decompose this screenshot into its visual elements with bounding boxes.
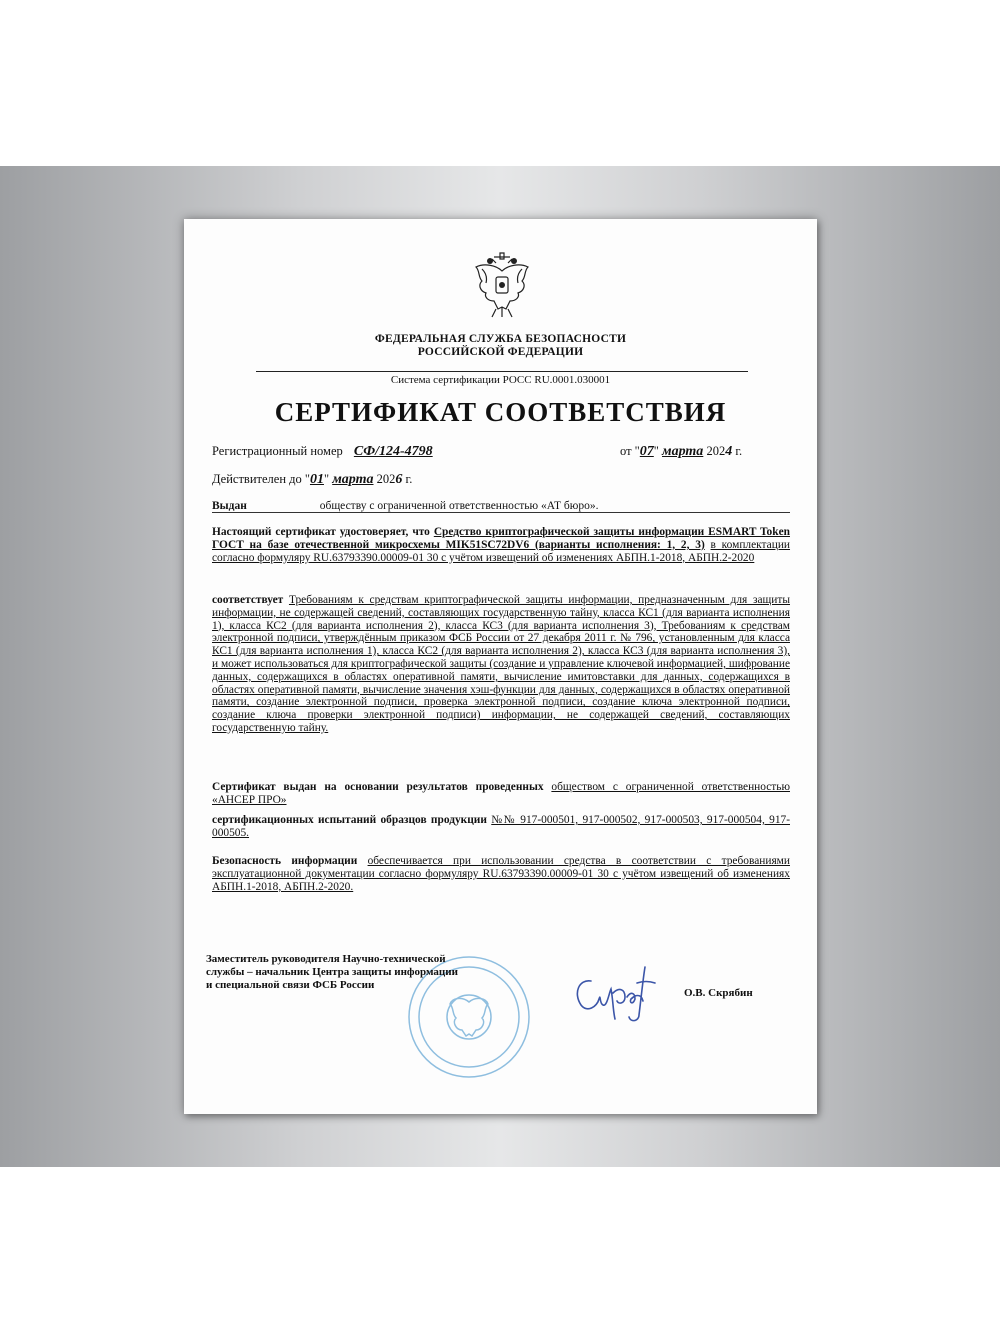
signatory-title-line-3: и специальной связи ФСБ России [206, 979, 375, 991]
certifies-paragraph [212, 526, 790, 564]
registration-line [212, 444, 433, 460]
security-label: Безопасность информации [212, 855, 358, 867]
signatory-name: О.В. Скрябин [684, 987, 753, 999]
security-paragraph [212, 855, 790, 893]
issued-line [212, 500, 790, 513]
registration-date [620, 444, 742, 460]
certificate-sheet [184, 219, 817, 1114]
registration-number: СФ/124-4798 [353, 444, 433, 459]
validity-year-digit: 6 [395, 472, 403, 487]
basis-paragraph [212, 781, 790, 807]
registration-year-suffix: г. [732, 444, 743, 458]
certifies-label: Настоящий сертификат удостоверяет, что [212, 526, 430, 538]
registration-from-label: от " [620, 444, 640, 458]
certifies-product: Средство криптографической защиты информации ESMART Token ГОСТ на базе отечественной микросхемы MIK51SC72DV6 (варианты исполнения: 1, 2, 3) [212, 526, 790, 551]
registration-year-digit: 4 [725, 444, 733, 459]
signatory-title [206, 953, 458, 992]
document-title: СЕРТИФИКАТ СООТВЕТСТВИЯ [274, 397, 727, 427]
issued-value: обществу с ограниченной ответственностью «АТ бюро». [319, 500, 599, 512]
registration-year-prefix: 202 [706, 444, 726, 458]
signatory-title-line-2: службы – начальник Центра защиты информации [206, 966, 458, 978]
double-headed-eagle-emblem-icon [470, 251, 534, 321]
security-value: обеспечивается при использовании средства в соответствии с требованиями эксплуатационной документации согласно формуляру RU.63793390.00009-01 30 с учётом извещений об изменениях АБПН.1-2018, АБПН.2-2020. [212, 855, 790, 893]
tests-label: сертификационных испытаний образцов продукции [212, 814, 487, 826]
basis-value: обществом с ограниченной ответственностью «АНСЕР ПРО» [212, 781, 790, 806]
header-divider [256, 371, 748, 372]
registration-day: 07 [639, 444, 654, 459]
tests-value: №№ 917-000501, 917-000502, 917-000503, 917-000504, 917-000505. [212, 814, 790, 839]
complies-text: Требованиям к средствам криптографической защиты информации, предназначенным для защиты информации, не содержащей сведений, составляющих государственную тайну, класса КС1 (для варианта исполнения 1), класса КС2 (для варианта исполнения 2), класса КС3 (для варианта исполнения 3), Требованиям к средствам электронной подписи, утверждённым приказом ФСБ России от 27 декабря 2011 г. № 796, установленным для класса КС1 (для варианта исполнения 1), класса КС2 (для варианта исполнения 2), класса КС3 (для варианта исполнения 3), и может использоваться для криптографической защиты (создание и управление ключевой информацией, шифрование данных, содержащихся в областях оперативной памяти, вычисление имитовставки для данных, содержащихся в областях оперативной памяти, вычисление значения хэш-функции для данных, содержащихся в областях оперативной памяти, создание электронной подписи, проверка электронной подписи, создание ключа электронной подписи, создание ключа проверки электронной подписи) информации, не содержащей сведений, составляющих государственную тайну. [212, 594, 790, 734]
agency-name [184, 333, 817, 359]
complies-label: соответствует [212, 594, 284, 606]
issued-label: Выдан [212, 500, 247, 512]
validity-line [212, 472, 412, 488]
validity-month: марта [332, 472, 374, 487]
validity-quote-close: " [323, 472, 330, 486]
certifies-product-rest: в комплектации согласно формуляру RU.63793390.00009-01 30 с учётом извещений об изменениях АБПН.1-2018, АБПН.2-2020 [212, 538, 791, 564]
registration-quote-close: " [653, 444, 659, 458]
handwritten-signature [569, 959, 659, 1029]
validity-day: 01 [309, 472, 324, 487]
registration-month: марта [662, 444, 704, 459]
signatory-title-line-1: Заместитель руководителя Научно-технической [206, 953, 446, 965]
basis-label: Сертификат выдан на основании результатов проведенных [212, 781, 544, 793]
certification-system: Система сертификации РОСС RU.0001.030001 [390, 374, 611, 386]
validity-year-suffix: г. [402, 472, 413, 486]
tests-paragraph [212, 814, 790, 840]
agency-line-1: ФЕДЕРАЛЬНАЯ СЛУЖБА БЕЗОПАСНОСТИ [374, 333, 627, 345]
agency-line-2: РОССИЙСКОЙ ФЕДЕРАЦИИ [417, 346, 584, 358]
validity-year-prefix: 202 [376, 472, 396, 486]
validity-label: Действителен до " [212, 472, 310, 486]
registration-label: Регистрационный номер [212, 444, 343, 458]
complies-paragraph [212, 594, 790, 735]
